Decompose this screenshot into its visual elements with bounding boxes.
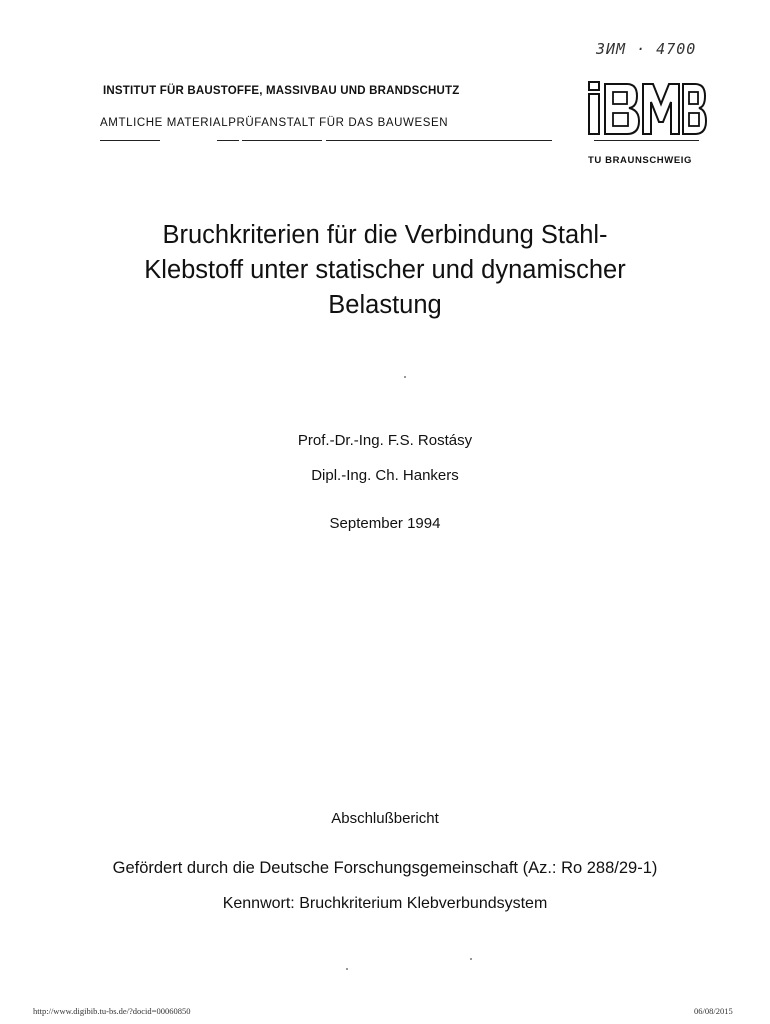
ibmb-logo [585,80,707,138]
institute-subtitle: AMTLICHE MATERIALPRÜFANSTALT FÜR DAS BAUWESEN [100,117,449,129]
institute-name: INSTITUT FÜR BAUSTOFFE, MASSIVBAU UND BRANDSCHUTZ [103,85,460,97]
footer-url: http://www.digibib.tu-bs.de/?docid=00060850 [33,1006,191,1016]
header-rule-segment [326,140,552,141]
footer-date: 06/08/2015 [694,1006,733,1016]
scan-speck [404,376,406,378]
university-name: TU BRAUNSCHWEIG [588,155,692,166]
funding-statement: Gefördert durch die Deutsche Forschungsgemeinschaft (Az.: Ro 288/29-1) [112,859,658,877]
document-title [60,218,710,323]
report-type: Abschlußbericht [331,810,439,827]
author-2: Dipl.-Ing. Ch. Hankers [311,467,459,484]
title-line-2: Klebstoff unter statischer und dynamischer [144,256,626,284]
header-rule-segment [217,140,239,141]
title-line-1: Bruchkriterien für die Verbindung Stahl- [162,221,608,249]
header-rule-segment [594,140,699,141]
publication-date: September 1994 [329,515,441,532]
author-1: Prof.-Dr.-Ing. F.S. Rostásy [297,432,473,449]
scan-speck [346,968,348,970]
scan-speck [470,958,472,960]
header-rule-segment [100,140,160,141]
handwritten-archive-note: ЗИМ · 4700 [596,40,697,58]
keyword-line: Kennwort: Bruchkriterium Klebverbundsystem [222,895,548,912]
header-rule-segment [242,140,322,141]
title-line-3: Belastung [328,291,442,319]
